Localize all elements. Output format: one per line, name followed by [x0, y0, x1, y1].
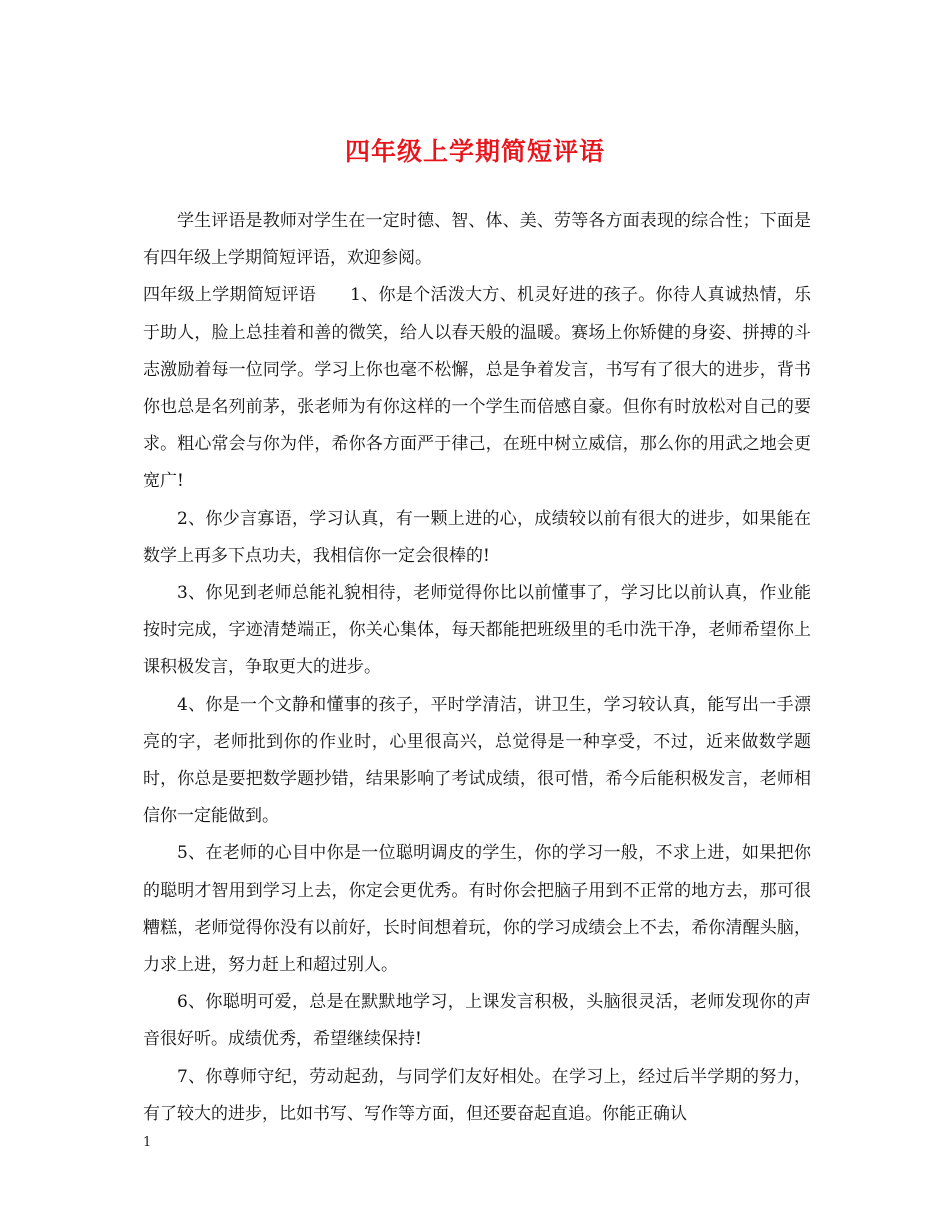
comment-3: 3、你见到老师总能礼貌相待，老师觉得你比以前懂事了，学习比以前认真，作业能按时完成，字迹清楚端正，你关心集体，每天都能把班级里的毛巾洗干净，老师希望你上课积极发言，争取更大的进步。 [143, 583, 811, 678]
comment-2: 2、你少言寡语，学习认真，有一颗上进的心，成绩较以前有很大的进步，如果能在数学上再多下点功夫，我相信你一定会很棒的! [143, 508, 811, 566]
comment-6: 6、你聪明可爱，总是在默默地学习，上课发言积极，头脑很灵活，老师发现你的声音很好听。成绩优秀，希望继续保持! [143, 992, 811, 1050]
page-number: 1 [143, 1135, 152, 1150]
document-title: 四年级上学期简短评语 [344, 137, 605, 166]
intro-paragraph: 学生评语是教师对学生在一定时德、智、体、美、劳等各方面表现的综合性；下面是有四年级上学期简短评语，欢迎参阅。 [143, 211, 811, 269]
document-body [143, 203, 811, 1133]
comment-7: 7、你尊师守纪，劳动起劲，与同学们友好相处。在学习上，经过后半学期的努力，有了较大的进步，比如书写、写作等方面，但还要奋起直追。你能正确认 [143, 1066, 811, 1124]
comment-4: 4、你是一个文静和懂事的孩子，平时学清洁，讲卫生，学习较认真，能写出一手漂亮的字，老师批到你的作业时，心里很高兴，总觉得是一种享受，不过，近来做数学题时，你总是要把数学题抄错，结果影响了考试成绩，很可惜，希今后能积极发言，老师相信你一定能做到。 [143, 694, 811, 827]
section-heading: 四年级上学期简短评语 [143, 285, 317, 306]
comment-5: 5、在老师的心目中你是一位聪明调皮的学生，你的学习一般，不求上进，如果把你的聪明才智用到学习上去，你定会更优秀。有时你会把脑子用到不正常的地方去，那可很糟糕，老师觉得你没有以前好，长时间想着玩，你的学习成绩会上不去，希你清醒头脑，力求上进，努力赶上和超过别人。 [143, 843, 811, 976]
comment-1: 1、你是个活泼大方、机灵好进的孩子。你待人真诚热情，乐于助人，脸上总挂着和善的微笑，给人以春天般的温暖。赛场上你矫健的身姿、拼搏的斗志激励着每一位同学。学习上你也毫不松懈，总是争着发言，书写有了很大的进步，背书你也总是名列前茅，张老师为有你这样的一个学生而倍感自豪。但你有时放松对自己的要求。粗心常会与你为伴，希你各方面严于律己，在班中树立威信，那么你的用武之地会更宽广! [143, 285, 811, 492]
first-comment-paragraph [143, 277, 811, 500]
